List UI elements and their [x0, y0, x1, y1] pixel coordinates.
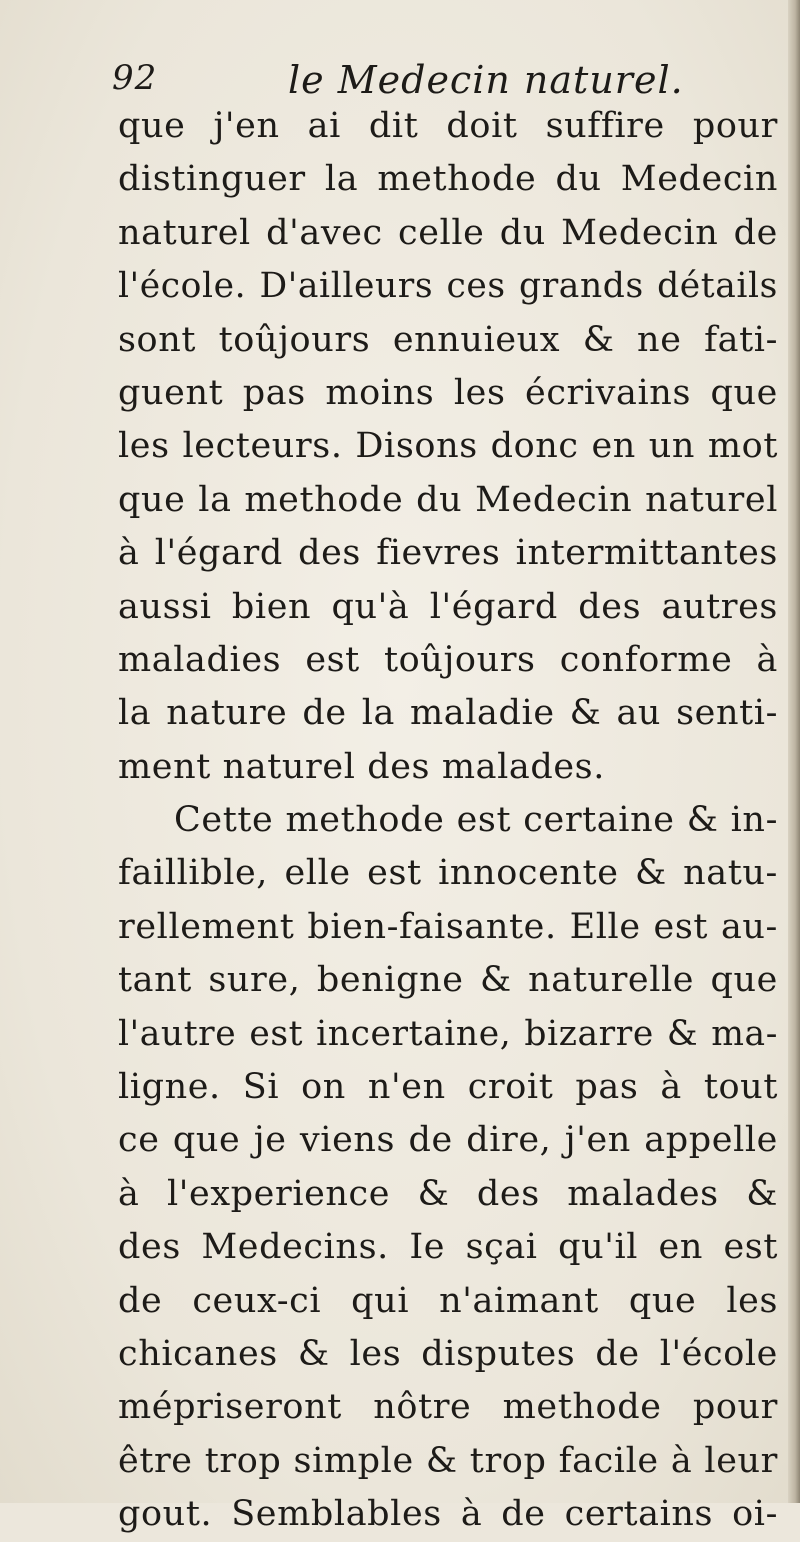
text-line: aussi bien qu'à l'égard des autres	[118, 586, 778, 627]
text-line: sont toûjours ennuieux & ne fati-	[118, 319, 778, 360]
text-line: gout. Semblables à de certains oi-	[118, 1494, 778, 1535]
text-line: naturel d'avec celle du Medecin de	[118, 212, 778, 253]
body-text	[118, 100, 778, 1542]
text-line: les lecteurs. Disons donc en un mot	[118, 426, 778, 467]
page-edge-shadow	[788, 0, 800, 1503]
text-line: de ceux-ci qui n'aimant que les	[118, 1280, 778, 1321]
text-line: la nature de la maladie & au senti-	[118, 693, 778, 734]
text-line: l'école. D'ailleurs ces grands détails	[118, 266, 778, 307]
text-line: ligne. Si on n'en croit pas à tout	[118, 1067, 778, 1108]
text-line: des Medecins. Ie sçai qu'il en est	[118, 1227, 778, 1268]
text-line: à l'experience & des malades &	[118, 1173, 778, 1214]
text-line: chicanes & les disputes de l'école	[118, 1333, 778, 1374]
text-line: faillible, elle est innocente & natu-	[118, 853, 778, 894]
text-line: ce que je viens de dire, j'en appelle	[118, 1120, 778, 1161]
text-line: guent pas moins les écrivains que	[118, 372, 778, 413]
text-line-paragraph-start: Cette methode est certaine & in-	[174, 800, 778, 841]
text-line: distinguer la methode du Medecin	[118, 159, 778, 200]
text-line: à l'égard des fievres intermittantes	[118, 533, 778, 574]
text-line: tant sure, benigne & naturelle que	[118, 960, 778, 1001]
page-number: 92	[112, 58, 158, 98]
text-line: l'autre est incertaine, bizarre & ma-	[118, 1013, 778, 1054]
text-line: que la methode du Medecin naturel	[118, 479, 778, 520]
text-line-paragraph-end: ment naturel des malades.	[118, 746, 605, 787]
text-line: que j'en ai dit doit suffire pour	[118, 106, 778, 146]
text-line: maladies est toûjours conforme à	[118, 639, 778, 680]
running-title: le Medecin naturel.	[288, 58, 684, 102]
text-line: être trop simple & trop facile à leur	[118, 1440, 778, 1481]
text-line: rellement bien-faisante. Elle est au-	[118, 906, 778, 947]
text-line: mépriseront nôtre methode pour	[118, 1387, 778, 1428]
